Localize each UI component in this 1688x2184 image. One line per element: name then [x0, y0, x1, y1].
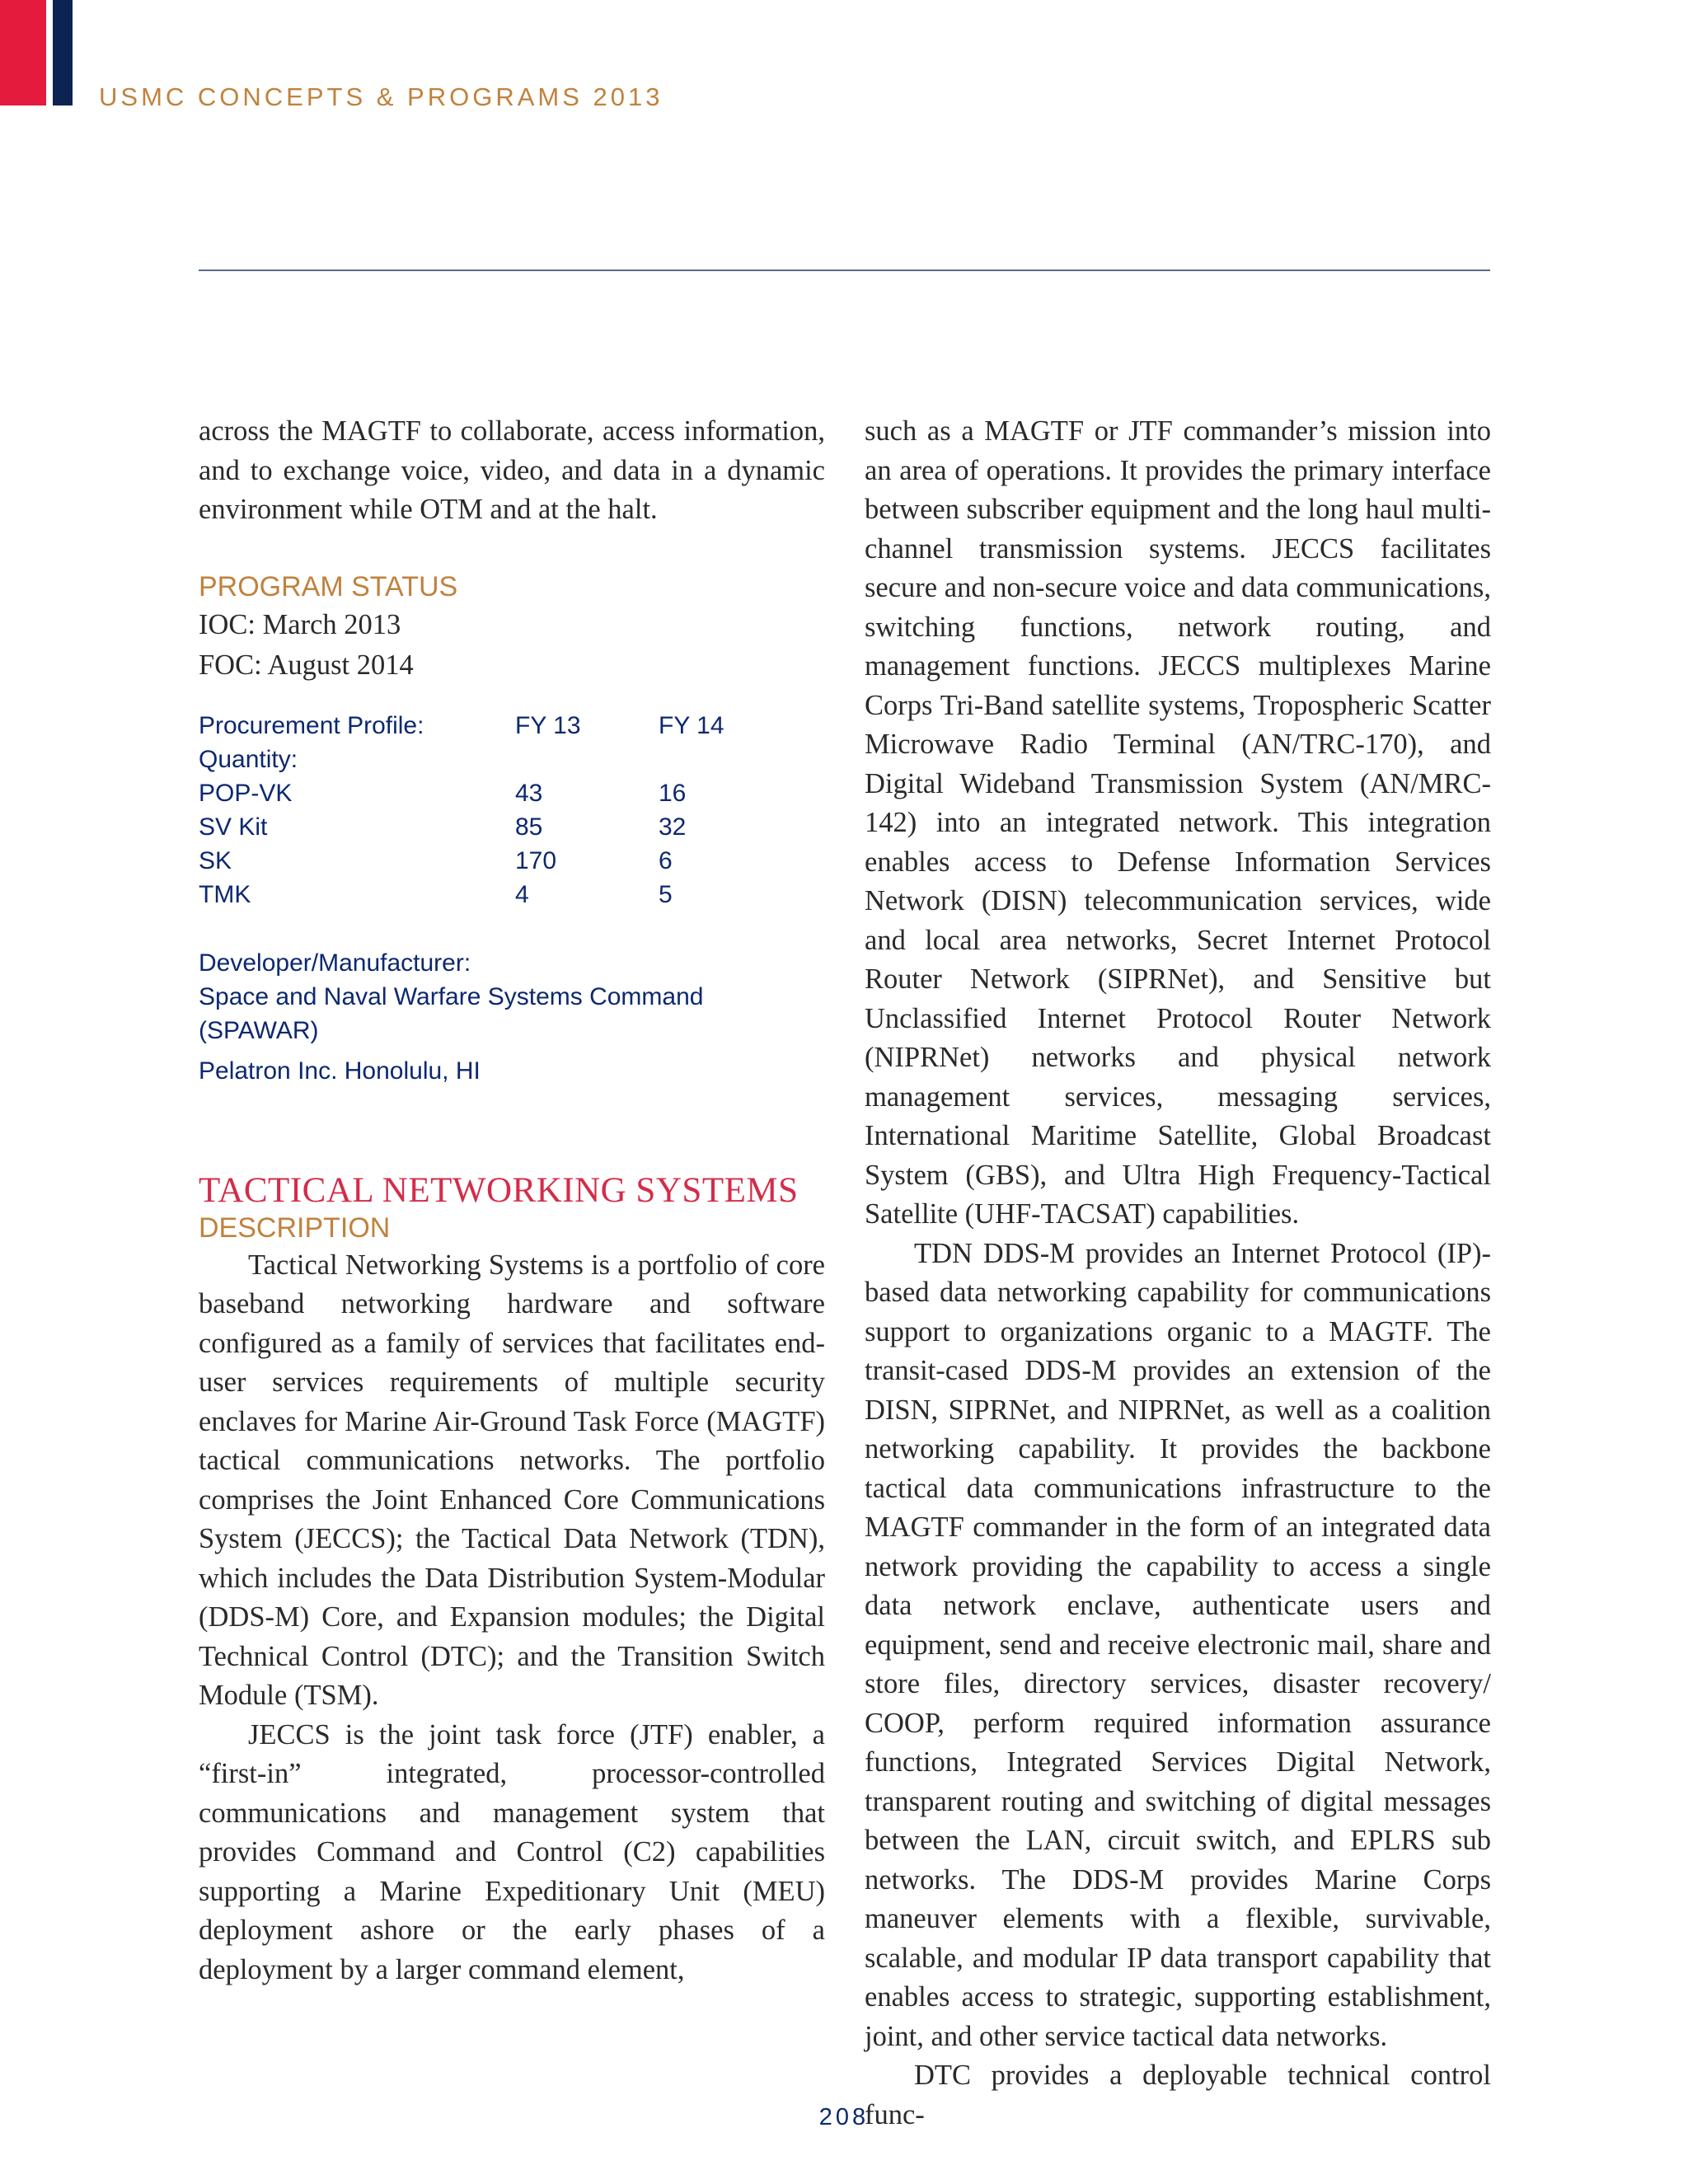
navy-edge-bar [53, 0, 73, 105]
running-head: USMC CONCEPTS & PROGRAMS 2013 [99, 82, 663, 111]
developer-label: Developer/Manufacturer: [199, 949, 471, 977]
body-paragraph-2: TDN DDS-M provides an Internet Protocol (IP)-based data networking capability for communications support to organizations organic to a MAGTF. The transit-cased DDS-M provides an extension of the DISN, SIPRNet, and NIPRNet, as well as a coalition networking capability. It provides the backbone tactical data communications infrastructure to the MAGTF commander in the form of an integrated data network providing the capability to access a single data network enclave, authenticate users and equipment, send and receive electronic mail, share and store files, directory services, disaster recovery/ COOP, perform required information assurance functions, Integrated Services Digital Network, transparent routing and switching of digital messages between the LAN, circuit switch, and EPLRS sub networks. The DDS-M provides Marine Corps maneuver elements with a flexible, survivable, scalable, and modular IP data transport capability that enables access to strategic, supporting establishment, joint, and other service tactical data networks. [865, 1237, 1491, 2052]
ioc-line: IOC: March 2013 [199, 608, 401, 640]
description-paragraph-1: Tactical Networking Systems is a portfolio of core baseband networking hardware and software configured as a family of services that facilitates end-user services requirements of multiple security enclaves for Marine Air-Ground Task Force (MAGTF) tactical communications networks. The portfolio comprises the Joint Enhanced Core Communications System (JECCS); the Tactical Data Network (TDN), which includes the Data Distribution System-Modular (DDS-M) Core, and Expansion modules; the Digital Technical Control (DTC); and the Transition Switch Module (TSM). [199, 1249, 825, 1711]
table-row [199, 780, 790, 813]
procurement-profile-label: Procurement Profile: [199, 711, 424, 739]
foc-line: FOC: August 2014 [199, 649, 414, 681]
developer-line-1: Space and Naval Warfare Systems Command (SPAWAR) [199, 982, 704, 1044]
program-status [199, 571, 825, 686]
section-title: TACTICAL NETWORKING SYSTEMS [199, 1170, 799, 1210]
table-row [199, 847, 790, 881]
program-status-heading: PROGRAM STATUS [199, 570, 458, 602]
fy14-value: 5 [659, 880, 673, 908]
procurement-table [199, 712, 790, 915]
body-paragraph-1: such as a MAGTF or JTF commander’s mission into an area of operations. It provides the primary interface between subscriber equipment and the long haul multi-channel transmission systems. JECCS facilitates secure and non-secure voice and data communications, switching functions, network routing, and management functions. JECCS multiplexes Marine Corps Tri-Band satellite systems, Tropospheric Scatter Microwave Radio Terminal (AN/TRC-170), and Digital Wideband Transmission System (AN/MRC-142) into an integrated network. This integration enables access to Defense Information Services Network (DISN) telecommunication services, wide and local area networks, Secret Internet Protocol Router Network (SIPRNet), and Sensitive but Unclassified Internet Protocol Router Network (NIPRNet) networks and physical network management services, messaging services, International Maritime Satellite, Global Broadcast System (GBS), and Ultra High Frequency-Tactical Satellite (UHF-TACSAT) capabilities. [865, 415, 1491, 1230]
fy14-value: 32 [659, 813, 687, 841]
item-name: SV Kit [199, 813, 268, 841]
fy13-value: 85 [515, 813, 543, 841]
fy14-label: FY 14 [659, 711, 724, 739]
quantity-label: Quantity: [199, 745, 298, 773]
fy13-value: 170 [515, 846, 557, 874]
item-name: TMK [199, 880, 251, 908]
developer-line-2: Pelatron Inc. Honolulu, HI [199, 1057, 481, 1085]
description-heading: DESCRIPTION [199, 1212, 391, 1244]
page-number: 208 [818, 2104, 870, 2130]
table-row [199, 813, 790, 847]
procurement-header-row [199, 712, 790, 746]
left-column [199, 412, 825, 1990]
description-paragraph-2: JECCS is the joint task force (JTF) enabler, a “first-in” integrated, processor-controlled communications and management system that provides Command and Control (C2) capabilities supporting a Marine Expeditionary Unit (MEU) deployment ashore or the early phases of a deployment by a larger command element, [199, 1718, 825, 1985]
right-column [865, 412, 1491, 2135]
fy13-value: 43 [515, 779, 543, 807]
fy13-value: 4 [515, 880, 529, 908]
intro-paragraph: across the MAGTF to collaborate, access information, and to exchange voice, video, and data in a dynamic environment while OTM and at the halt. [199, 415, 825, 525]
table-row [199, 881, 790, 915]
fy14-value: 16 [659, 779, 687, 807]
item-name: SK [199, 846, 232, 874]
body-paragraph-3: DTC provides a deployable technical control func- [865, 2060, 1491, 2130]
developer-block [199, 946, 825, 1088]
header-rule [199, 269, 1490, 271]
fy14-value: 6 [659, 846, 673, 874]
fy13-label: FY 13 [515, 711, 581, 739]
quantity-row [199, 746, 790, 780]
red-edge-bar [0, 0, 46, 105]
item-name: POP-VK [199, 779, 293, 807]
